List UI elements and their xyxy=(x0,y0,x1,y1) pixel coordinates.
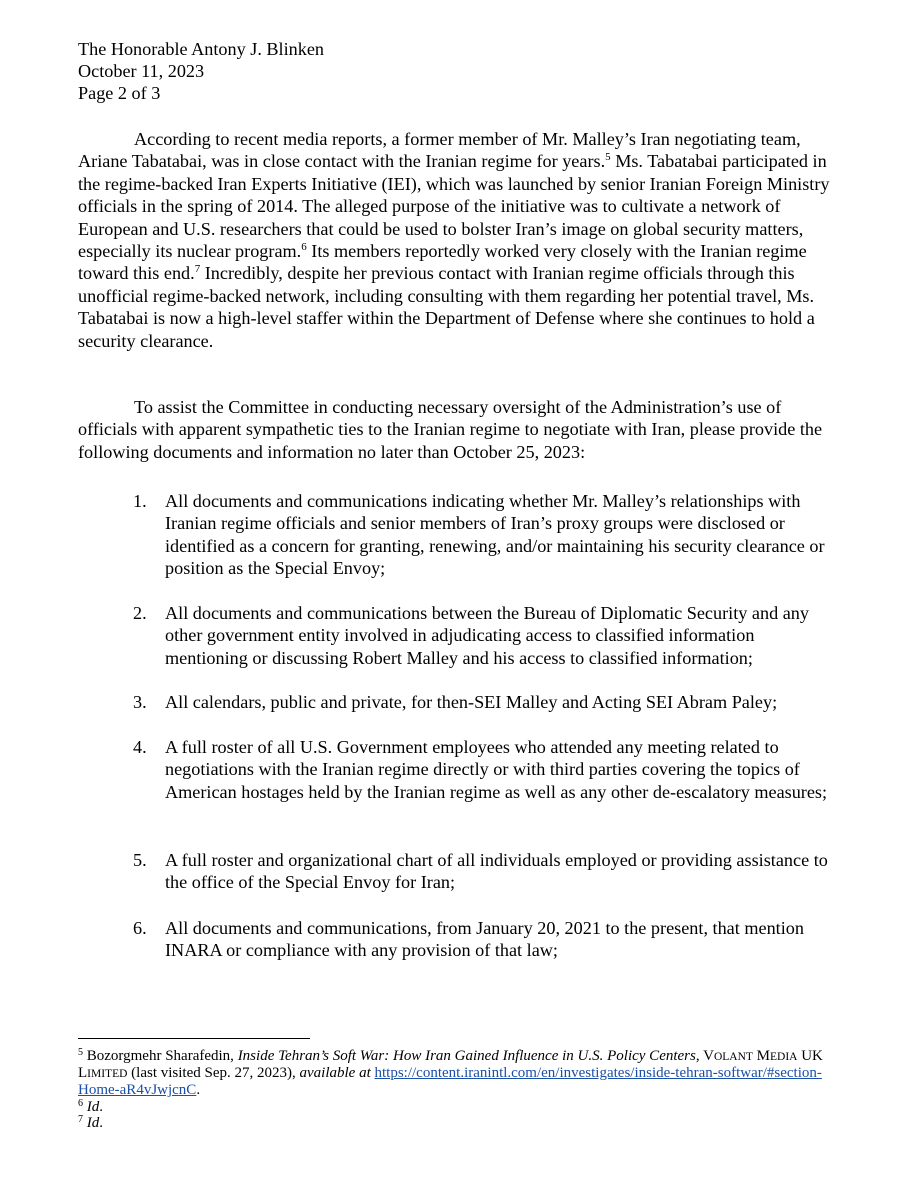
fn6-text: Id xyxy=(86,1098,100,1115)
request-number: 6. xyxy=(133,918,147,938)
letter-header xyxy=(78,38,324,104)
footnote-number: 5 xyxy=(78,1047,83,1058)
request-text: A full roster of all U.S. Government employees who attended any meeting related to negotiations with the Iranian regime directly or with third parties covering the topics of American hostages held by the Iranian regime as well as any other de-escalatory measures; xyxy=(165,737,828,802)
request-text: All documents and communications between the Bureau of Diplomatic Security and any other government entity involved in adjudicating access to classified information mentioning or discussing Robert Malley and his access to classified information; xyxy=(165,603,809,668)
fn5-visited: (last visited Sep. 27, 2023), xyxy=(127,1065,300,1082)
request-number: 5. xyxy=(133,850,147,870)
request-item-4 xyxy=(133,736,833,803)
footnotes xyxy=(78,1048,838,1131)
request-number: 3. xyxy=(133,692,147,712)
para1-sentence-1: According to recent media reports, a former member of Mr. Malley’s Iran negotiating team, Ariane Tabatabai, was in close contact with the Iranian regime for years. xyxy=(78,129,801,172)
footnote-ref-5: 5 xyxy=(605,151,611,164)
para1-sentence-3: Its members reportedly worked very closely with the Iranian regime toward this end. xyxy=(78,241,807,284)
request-item-2 xyxy=(133,602,833,669)
footnote-divider xyxy=(78,1038,310,1039)
fn5-author: Bozorgmehr Sharafedin, xyxy=(86,1048,238,1064)
footnote-number: 6 xyxy=(78,1097,83,1109)
footnote-number: 7 xyxy=(78,1113,83,1125)
footnote-5: $^5$ Bozorgmehr Sharafedin, Inside Tehran’s Soft War: How Iran Gained Influence in U.S. Policy Centers, VOLANT MEDIA UK LIMITED (last visited Sep. 27, 2023), available at https://content.iranintl.com/en/investigates/inside-tehran-softwar/#section-Home-aR4vJwjcnC. xyxy=(78,1047,823,1099)
request-text: All documents and communications, from January 20, 2021 to the present, that mention INARA or compliance with any provision of that law; xyxy=(165,918,804,961)
request-number: 2. xyxy=(133,603,147,623)
request-text: All calendars, public and private, for then-SEI Malley and Acting SEI Abram Paley; xyxy=(165,692,778,712)
fn5-publisher: VOLANT MEDIA UK LIMITED xyxy=(78,1048,823,1082)
paragraph-request-intro xyxy=(78,396,838,463)
request-text: All documents and communications indicating whether Mr. Malley’s relationships with Iranian regime officials and senior members of Iran’s proxy groups were disclosed or identified as a concern for granting, renewing, and/or maintaining his security clearance or position as the Special Envoy; xyxy=(165,491,825,579)
footnote-6: $^6$ Id. xyxy=(78,1097,103,1115)
request-item-5 xyxy=(133,849,833,894)
request-item-3 xyxy=(133,691,833,713)
para1-sentence-2: Ms. Tabatabai participated in the regime-backed Iran Experts Initiative (IEI), which was launched by senior Iranian Foreign Ministry officials in the spring of 2014. The alleged purpose of the initiative was to cultivate a network of European and U.S. researchers that could be used to bolster Iran’s image on global security matters, especially its nuclear program. xyxy=(78,151,830,262)
fn5-available-at: available at xyxy=(299,1065,371,1082)
request-number: 1. xyxy=(133,491,147,511)
request-text: A full roster and organizational chart of all individuals employed or providing assistance to the office of the Special Envoy for Iran; xyxy=(165,850,828,893)
request-item-1 xyxy=(133,490,833,580)
para1-sentence-4: Incredibly, despite her previous contact with Iranian regime officials through this unofficial regime-backed network, including consulting with them regarding her potential travel, Ms. Tabatabai is now a high-level staffer within the Department of Defense where she continues to hold a security clearance. xyxy=(78,263,815,351)
date-line: October 11, 2023 xyxy=(78,61,205,81)
fn7-text: Id xyxy=(86,1114,100,1131)
request-item-6 xyxy=(133,917,833,962)
request-number: 4. xyxy=(133,737,147,757)
footnote-ref-7: 7 xyxy=(194,263,201,276)
fn5-title: Inside Tehran’s Soft War: How Iran Gained Influence in U.S. Policy Centers xyxy=(237,1048,696,1064)
footnote-7: $^7$ Id. xyxy=(78,1113,103,1131)
para2-text: To assist the Committee in conducting necessary oversight of the Administration’s use of officials with apparent sympathetic ties to the Iranian regime to negotiate with Iran, please provide the following documents and information no later than October 25, 2023: xyxy=(78,397,823,462)
recipient-line: The Honorable Antony J. Blinken xyxy=(78,39,325,59)
footnote-ref-6: 6 xyxy=(301,241,307,254)
paragraph-tabatabai xyxy=(78,128,838,352)
page-number-line: Page 2 of 3 xyxy=(78,83,161,103)
fn5-url-link[interactable]: https://content.iranintl.com/en/investigates/inside-tehran-softwar/#section-Home-aR4vJwjcnC xyxy=(78,1065,822,1099)
